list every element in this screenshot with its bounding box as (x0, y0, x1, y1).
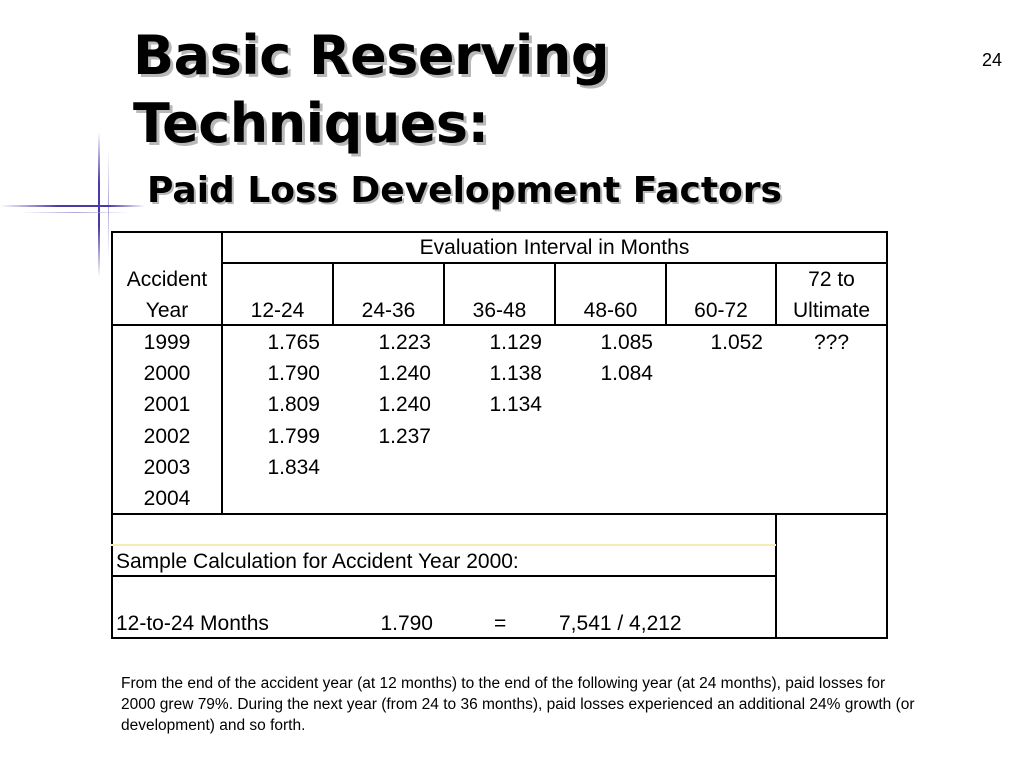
factor-cell: 1.834 (267, 455, 320, 479)
slide-subtitle: Paid Loss Development Factors (147, 170, 782, 211)
group-header: Evaluation Interval in Months (419, 236, 690, 259)
header-bottom-line (111, 324, 888, 326)
factor-cell: 1.084 (600, 362, 653, 386)
table-border-right (886, 231, 888, 639)
col-header-ultimate-line2: Ultimate (792, 299, 871, 322)
accident-year-cell: 2003 (143, 455, 191, 479)
row-header-accident: Accident (126, 268, 208, 291)
col-header: 24-36 (361, 299, 416, 322)
accident-year-cell: 2001 (143, 393, 191, 417)
sample-highlight-line (111, 544, 776, 546)
development-factor-table (111, 231, 888, 639)
col-header: 12-24 (250, 299, 305, 322)
factor-cell: 1.085 (600, 331, 653, 354)
factor-cell: 1.237 (378, 424, 431, 448)
factor-cell: 1.138 (489, 362, 542, 386)
page-number: 24 (982, 50, 1003, 70)
sample-factor: 1.790 (380, 612, 433, 635)
sample-heading: Sample Calculation for Accident Year 2000: (116, 550, 519, 573)
factor-cell: 1.052 (710, 331, 763, 354)
sample-equals: = (494, 612, 507, 635)
decorative-horizontal-line-faint (20, 212, 130, 213)
title-line-1: Basic Reserving (133, 24, 609, 87)
sample-heading-underline (111, 575, 776, 577)
ultimate-cell: ??? (813, 331, 850, 354)
col-header: 48-60 (583, 299, 638, 322)
col-header: 60-72 (694, 299, 748, 322)
factor-cell: 1.223 (378, 331, 431, 354)
sample-label: 12-to-24 Months (116, 612, 269, 635)
accident-year-cell: 2002 (143, 424, 191, 448)
table-border-bottom (111, 637, 888, 639)
factor-cell: 1.240 (378, 362, 431, 386)
table-border-top (111, 231, 888, 233)
sample-calculation: 7,541 / 4,212 (559, 612, 682, 635)
slide-title (133, 22, 609, 158)
factor-cell: 1.134 (489, 393, 542, 417)
factor-cell: 1.129 (489, 331, 542, 354)
data-bottom-line (111, 513, 888, 515)
accident-year-cell: 2000 (143, 362, 191, 386)
decorative-horizontal-line (0, 205, 145, 207)
factor-cell: 1.799 (267, 424, 320, 448)
factor-cell: 1.809 (267, 393, 320, 417)
col-header: 36-48 (472, 299, 527, 322)
factor-cell: 1.790 (267, 362, 320, 386)
factor-cell: 1.765 (267, 331, 320, 354)
accident-year-cell: 2004 (143, 487, 191, 510)
col-header-ultimate-line1: 72 to (808, 268, 855, 291)
title-line-2: Techniques: (133, 92, 489, 155)
factor-cell: 1.240 (378, 393, 431, 417)
row-header-year: Year (145, 299, 189, 322)
accident-year-cell: 1999 (143, 331, 191, 354)
footnote: From the end of the accident year (at 12 months) to the end of the following year (at 24 months), paid losses for 2000 grew 79%. During the next year (from 24 to 36 months), paid losses experienced an additional 24% growth (or development) and so forth. (121, 675, 915, 734)
